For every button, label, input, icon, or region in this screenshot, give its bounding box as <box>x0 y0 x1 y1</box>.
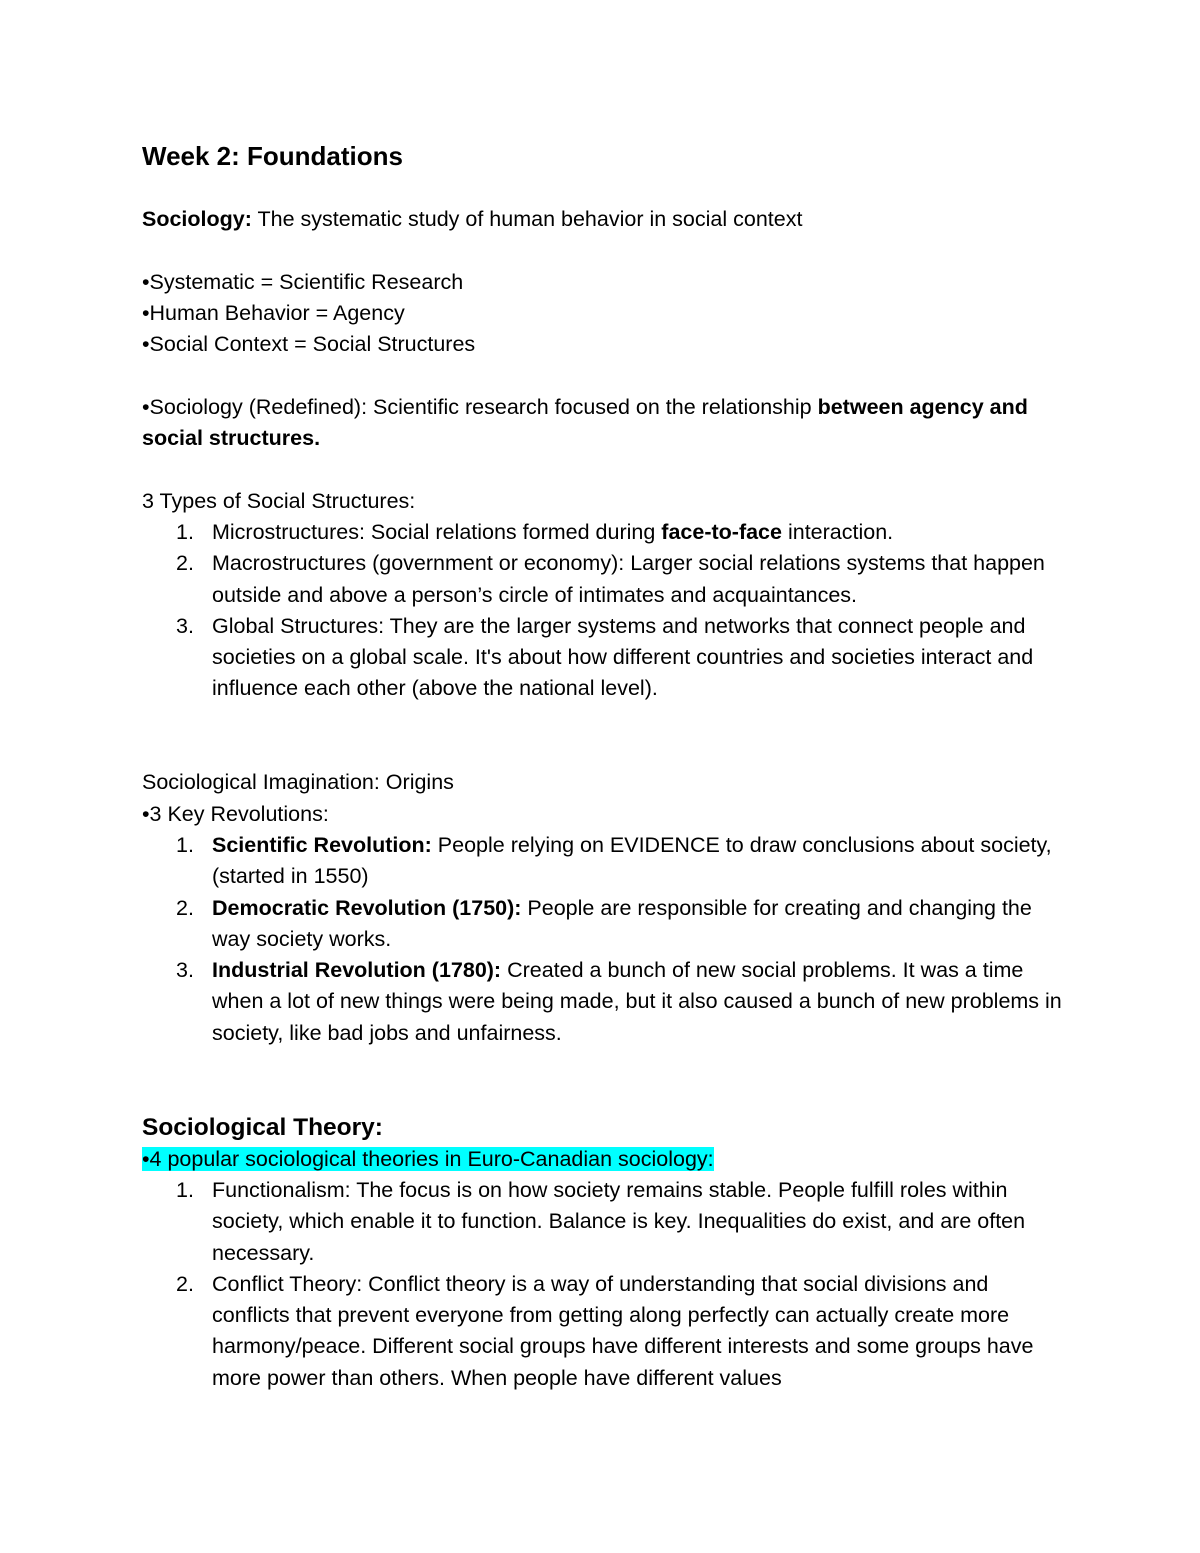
imagination-heading: Sociological Imagination: Origins <box>142 770 454 795</box>
list-number: 1. <box>176 832 194 857</box>
list-item <box>142 548 1072 611</box>
theories-list <box>142 1175 1072 1394</box>
spacer <box>142 1049 1072 1080</box>
list-item <box>142 955 1072 1049</box>
item-text: People are responsible for creating and changing the way society works. <box>212 895 1032 951</box>
item-text: interaction. <box>781 519 894 544</box>
definition-text: The systematic study of human behavior in social context <box>251 207 803 231</box>
list-number: 1. <box>176 1177 194 1202</box>
theory-heading: Sociological Theory: <box>142 1113 383 1141</box>
list-item <box>142 1269 1072 1394</box>
list-number: 2. <box>176 895 194 920</box>
page-title: Week 2: Foundations <box>142 141 403 171</box>
item-text: Global Structures: They are the larger systems and networks that connect people and societies on a global scale. It's about how different countries and societies interact and influence each other (above the national level). <box>212 613 1034 701</box>
revolutions-list <box>142 830 1072 1049</box>
theory-intro <box>142 1144 1072 1175</box>
list-number: 2. <box>176 551 194 576</box>
list-number: 2. <box>176 1271 194 1296</box>
list-item <box>142 1175 1072 1269</box>
structures-list <box>142 517 1072 705</box>
list-number: 3. <box>176 958 194 983</box>
item-text: Conflict Theory: Conflict theory is a way of understanding that social divisions and conflicts that prevent everyone from getting along perfectly can actually create more harmony/peace. Different social groups have different interests and some groups have more power than others. When people have different values <box>212 1271 1034 1390</box>
item-text: People relying on EVIDENCE to draw conclusions about society, (started in 1550) <box>212 832 1052 889</box>
item-bold: Scientific Revolution: <box>212 832 432 857</box>
spacer <box>142 454 1072 485</box>
item-bold: face-to-face <box>661 519 782 544</box>
item-text: Functionalism: The focus is on how society remains stable. People fulfill roles within society, which enable it to function. Balance is key. Inequalities do exist, and are often necessary. <box>212 1177 1026 1265</box>
highlighted-text: •4 popular sociological theories in Euro-Canadian sociology: <box>142 1146 714 1171</box>
list-item <box>142 830 1072 893</box>
item-text: Created a bunch of new social problems. It was a time when a lot of new things were being made, but it also caused a bunch of new problems in society, like bad jobs and unfairness. <box>212 958 1062 1045</box>
spacer <box>142 235 1072 266</box>
bullet-item: •Human Behavior = Agency <box>142 300 405 325</box>
list-item <box>142 517 1072 548</box>
definition-term: Sociology: <box>142 207 252 231</box>
item-text: Microstructures: Social relations formed during <box>212 519 662 544</box>
document-body <box>142 136 1072 1394</box>
spacer <box>142 705 1072 736</box>
spacer <box>142 1080 1072 1111</box>
list-number: 3. <box>176 613 194 638</box>
list-item <box>142 611 1072 705</box>
redefined-text: •Sociology (Redefined): Scientific research focused on the relationship <box>142 394 818 419</box>
item-text: Macrostructures (government or economy): Larger social relations systems that happen outside and above a person’s circle of intimates and acquaintances. <box>212 551 1045 607</box>
imagination-subheading: •3 Key Revolutions: <box>142 801 329 826</box>
spacer <box>142 736 1072 767</box>
bullet-item: •Systematic = Scientific Research <box>142 269 464 294</box>
item-bold: Industrial Revolution (1780): <box>212 958 502 983</box>
structures-heading: 3 Types of Social Structures: <box>142 488 416 513</box>
redefined-bold: between agency and social structures. <box>142 394 1028 451</box>
list-item <box>142 893 1072 956</box>
list-number: 1. <box>176 519 194 544</box>
spacer <box>142 360 1072 391</box>
sociology-definition <box>142 204 1072 235</box>
sociology-redefined <box>142 392 1072 455</box>
item-bold: Democratic Revolution (1750): <box>212 895 522 920</box>
spacer <box>142 176 1072 204</box>
bullet-item: •Social Context = Social Structures <box>142 332 476 357</box>
